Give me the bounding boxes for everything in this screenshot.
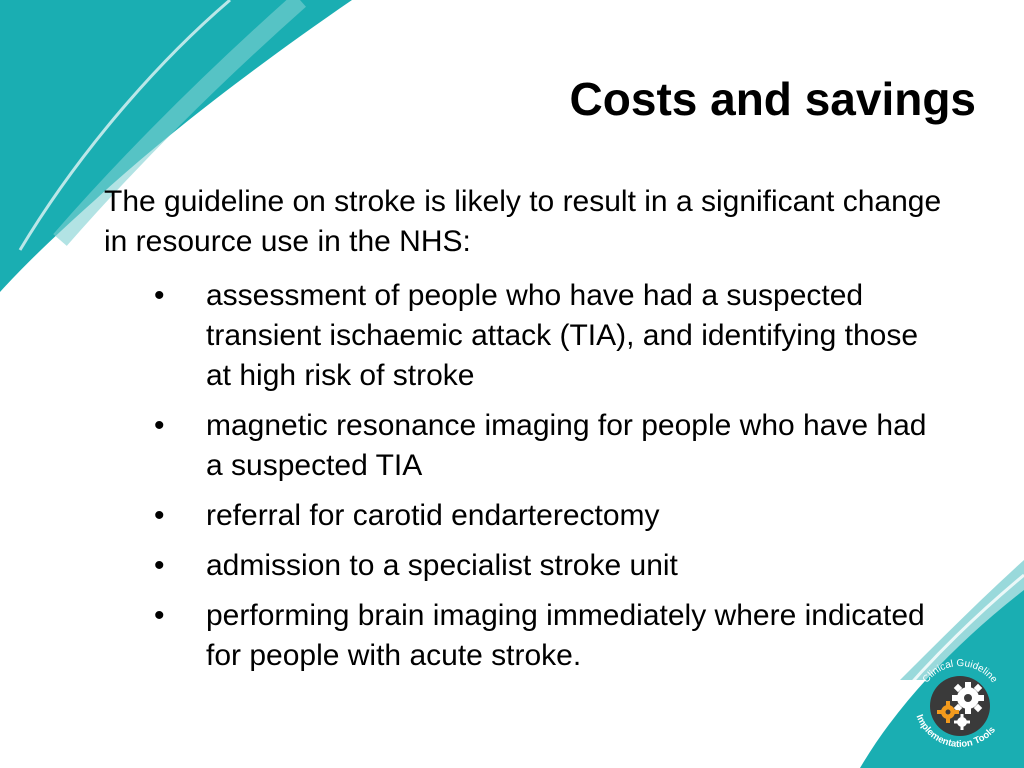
bullet-item [0,406,936,486]
bullet-item [0,496,936,536]
clinical-guideline-logo [904,648,1016,760]
bullet-item [0,596,936,676]
bullet-text: performing brain imaging immediately where indicated for people with acute stroke. [206,599,925,672]
bullet-text: assessment of people who have had a suspected transient ischaemic attack (TIA), and identifying those at high risk of stroke [206,279,919,392]
bullet-item [0,276,936,396]
bullet-icon: • [154,599,165,632]
bullet-list [0,276,1024,686]
bullet-text: admission to a specialist stroke unit [206,549,678,582]
bullet-icon: • [154,549,165,582]
logo-arc-text-top: Clinical Guideline [920,657,1000,686]
slide-title: Costs and savings [569,73,976,125]
bullet-item [0,546,936,586]
bullet-text: referral for carotid endarterectomy [206,499,660,532]
bullet-icon: • [154,499,165,532]
bullet-icon: • [154,279,165,312]
logo-arc-text-bottom: Implementation Tools [913,713,998,750]
bullet-text: magnetic resonance imaging for people who have had a suspected TIA [206,409,927,482]
bullet-icon: • [154,409,165,442]
intro-paragraph: The guideline on stroke is likely to result in a significant change in resource use in the NHS: [104,185,942,258]
